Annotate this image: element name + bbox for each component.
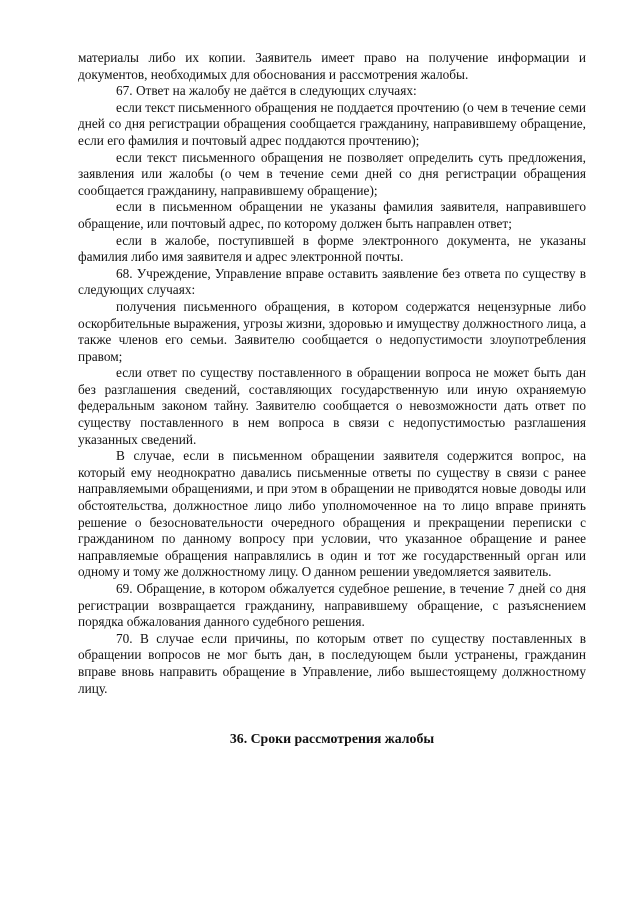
paragraph-67-unreadable: если текст письменного обращения не поддается прочтению (о чем в течение семи дней со дня регистрации обращения сообщается гражданину, направившему обращение, если его фамилия и почтовый адрес поддаются прочтению); [78, 99, 586, 148]
paragraph-69: 69. Обращение, в котором обжалуется судебное решение, в течение 7 дней со дня регистрации возвращается гражданину, направившему обращение, с разъяснением порядка обжалования данного судебного решения. [78, 581, 586, 630]
paragraph-68-secret: если ответ по существу поставленного в обращении вопроса не может быть дан без разглашения сведений, составляющих государственную или иную охраняемую федеральным законом тайну. Заявителю сообщается о невозможности дать ответ по существу поставленного в нем вопроса в связи с недопустимостью разглашения указанных сведений. [78, 365, 586, 447]
paragraph-70: 70. В случае если причины, по которым ответ по существу поставленных в обращении вопросов не мог быть дан, в последующем были устранены, гражданин вправе вновь направить обращение в Управление, либо вышестоящему должностному лицу. [78, 630, 586, 696]
paragraph-materials-copies: материалы либо их копии. Заявитель имеет право на получение информации и документов, необходимых для обоснования и рассмотрения жалобы. [78, 50, 586, 82]
paragraph-68: 68. Учреждение, Управление вправе оставить заявление без ответа по существу в следующих случаях: [78, 265, 586, 298]
paragraph-67-undeterminable: если текст письменного обращения не позволяет определить суть предложения, заявления или жалобы (о чем в течение семи дней со дня регистрации обращения сообщается гражданину, направившему обращение); [78, 149, 586, 198]
document-page [78, 50, 586, 748]
paragraph-67-no-name-address: если в письменном обращении не указаны фамилия заявителя, направившего обращение, или почтовый адрес, по которому должен быть направлен ответ; [78, 199, 586, 231]
paragraph-67: 67. Ответ на жалобу не даётся в следующих случаях: [116, 83, 417, 99]
paragraph-68-offensive: получения письменного обращения, в котором содержатся нецензурные либо оскорбительные выражения, угрозы жизни, здоровью и имуществу должностного лица, а также членов его семьи. Заявителю сообщается о недопустимости злоупотребления правом; [78, 298, 586, 364]
paragraph-67-electronic: если в жалобе, поступившей в форме электронного документа, не указаны фамилия либо имя заявителя и адрес электронной почты. [78, 232, 586, 265]
paragraph-repeated-appeal: В случае, если в письменном обращении заявителя содержится вопрос, на который ему неоднократно давались письменные ответы по существу в связи с ранее направляемыми обращениями, и при этом в обращении не приводятся новые доводы или обстоятельства, должностное лицо либо уполномоченное на то лицо вправе принять решение о безосновательности очередного обращения и прекращении переписки с гражданином по данному вопросу при условии, что указанное обращение и ранее направляемые обращения направлялись в один и тот же государственный орган или одному и тому же должностному лицу. О данном решении уведомляется заявитель. [78, 448, 586, 580]
section-heading: 36. Сроки рассмотрения жалобы [229, 731, 435, 747]
